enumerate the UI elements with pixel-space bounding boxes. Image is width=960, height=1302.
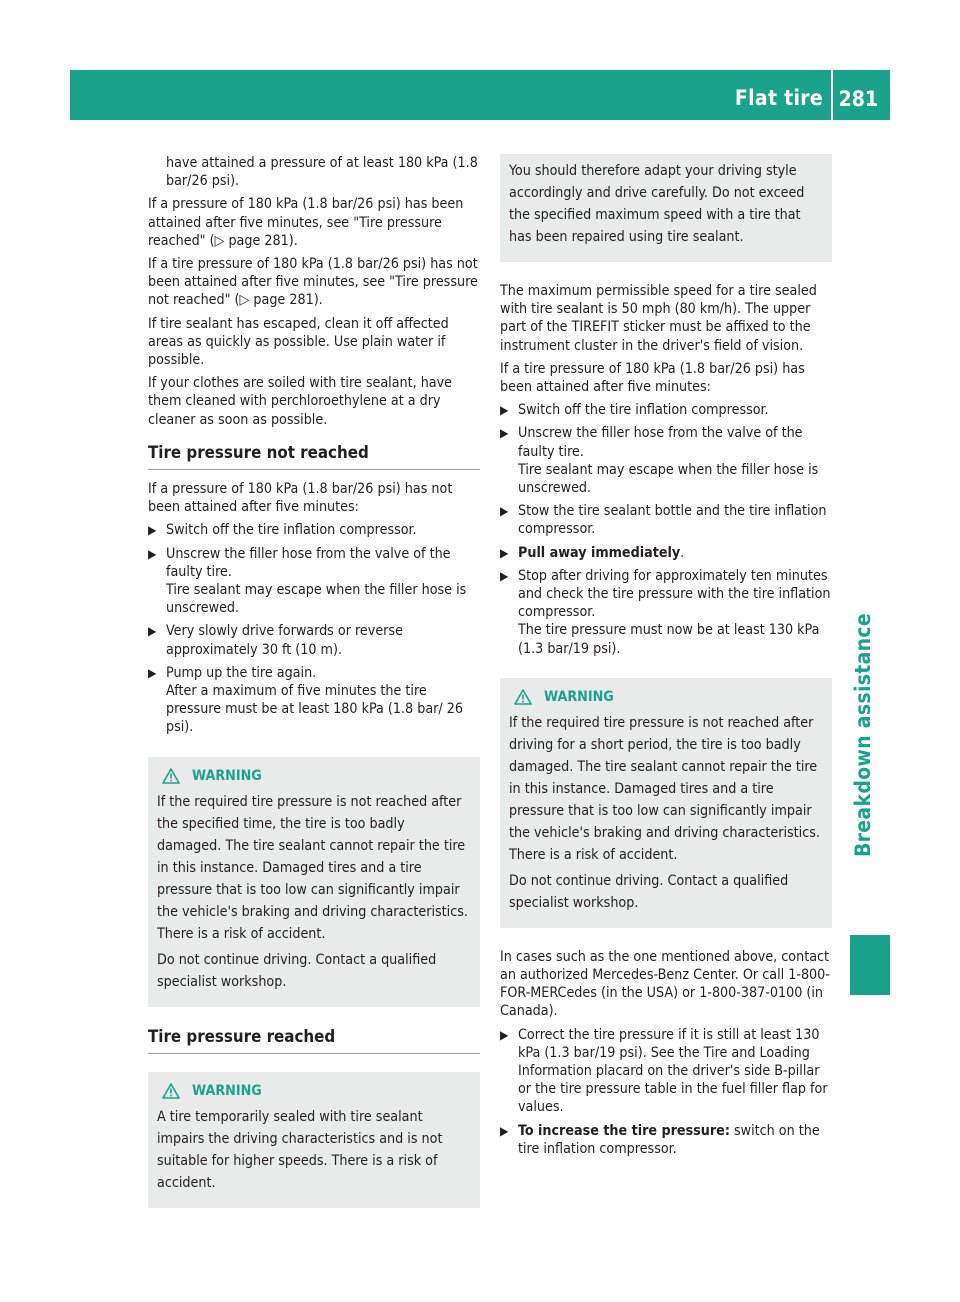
step-arrow-icon: ▶ <box>148 624 157 639</box>
warning-box <box>500 678 832 928</box>
warning-box <box>148 1072 480 1208</box>
step-item: ▶ Very slowly drive forwards or reverse approximately 30 ft (10 m). <box>148 623 403 658</box>
step-arrow-icon: ▶ <box>500 504 509 519</box>
step-item: ▶ Unscrew the filler hose from the valve of the faulty tire. Tire sealant may escape when the filler hose is unscrewed. <box>148 545 467 617</box>
warning-text: A tire temporarily sealed with tire sealant impairs the driving characteristics and is not suitable for higher speeds. There is a risk of accident. <box>157 1108 443 1191</box>
step-arrow-icon: ▶ <box>500 568 509 583</box>
step-item: ▶ Unscrew the filler hose from the valve of the faulty tire. Tire sealant may escape when the filler hose is unscrewed. <box>500 425 819 497</box>
step-item: ▶ Switch off the tire inflation compressor. <box>148 522 417 539</box>
paragraph: If tire sealant has escaped, clean it off affected areas as quickly as possible. Use plain water if possible. <box>148 315 449 369</box>
intro-continuation: have attained a pressure of at least 180 kPa (1.8 bar/26 psi). <box>166 155 478 190</box>
warning-text: Do not continue driving. Contact a qualified specialist workshop. <box>157 951 437 990</box>
section-title: Flat tire <box>734 86 823 110</box>
warning-text: If the required tire pressure is not reached after driving for a short period, the tire is too badly damaged. The tire sealant cannot repair the tire in this instance. Damaged tires and a tire pressure that is too low can significantly impair the vehicle's braking and driving characteristics. There is a risk of accident. <box>509 714 820 863</box>
warning-box <box>148 757 480 1007</box>
warning-text: If the required tire pressure is not reached after the specified time, the tire is too badly damaged. The tire sealant cannot repair the tire in this instance. Damaged tires and a tire pressure that is too low can significantly impair the vehicle's braking and driving characteristics. There is a risk of accident. <box>157 793 468 942</box>
warning-label: WARNING <box>544 688 614 705</box>
heading-tire-pressure-reached: Tire pressure reached <box>148 1027 480 1054</box>
step-item: ▶ Stow the tire sealant bottle and the tire inflation compressor. <box>500 503 827 538</box>
warning-triangle-icon <box>162 1083 180 1099</box>
step-arrow-icon: ▶ <box>500 545 509 560</box>
chapter-label: Breakdown assistance <box>851 612 875 858</box>
step-item: ▶ To increase the tire pressure: switch on the tire inflation compressor. <box>500 1122 820 1157</box>
step-arrow-icon: ▶ <box>500 1027 509 1042</box>
step-item: ▶ Pull away immediately. <box>500 544 685 561</box>
paragraph: If a tire pressure of 180 kPa (1.8 bar/26 psi) has been attained after five minutes: <box>500 360 805 396</box>
paragraph: If a tire pressure of 180 kPa (1.8 bar/26 psi) has not been attained after five minutes, see "Tire pressure not reached" (▷ page 281). <box>148 256 478 309</box>
paragraph: If your clothes are soiled with tire sealant, have them cleaned with perchloroethylene at a dry cleaner as soon as possible. <box>148 375 453 428</box>
paragraph: If a pressure of 180 kPa (1.8 bar/26 psi) has been attained after five minutes, see "Tire pressure reached" (▷ page 281). <box>148 196 464 249</box>
warning-triangle-icon <box>514 689 532 705</box>
warning-box-continuation <box>500 154 832 262</box>
warning-label: WARNING <box>192 767 262 784</box>
paragraph: The maximum permissible speed for a tire sealed with tire sealant is 50 mph (80 km/h). The upper part of the TIREFIT sticker must be affixed to the instrument cluster in the driver's field of vision. <box>500 283 817 354</box>
header-separator <box>831 70 833 120</box>
step-arrow-icon: ▶ <box>148 546 157 561</box>
step-item: ▶ Switch off the tire inflation compressor. <box>500 402 769 419</box>
warning-header <box>509 686 823 708</box>
left-column <box>148 154 480 1228</box>
right-column <box>500 154 832 1163</box>
paragraph: If a pressure of 180 kPa (1.8 bar/26 psi) has not been attained after five minutes: <box>148 481 453 516</box>
step-arrow-icon: ▶ <box>500 1123 509 1138</box>
step-item: ▶ Correct the tire pressure if it is still at least 130 kPa (1.3 bar/19 psi). See the Tire and Loading Information placard on the driver's side B-pillar or the tire pressure table in the fuel filler flap for values. <box>500 1026 828 1116</box>
chapter-tab-marker <box>850 935 890 995</box>
step-item: ▶ Pump up the tire again. After a maximum of five minutes the tire pressure must be at least 180 kPa (1.8 bar/ 26 psi). <box>148 664 463 736</box>
warning-label: WARNING <box>192 1082 262 1099</box>
paragraph: In cases such as the one mentioned above, contact an authorized Mercedes-Benz Center. Or call 1-800-FOR-MERCedes (in the USA) or 1-800-387-0100 (in Canada). <box>500 948 830 1020</box>
step-arrow-icon: ▶ <box>148 523 157 538</box>
step-arrow-icon: ▶ <box>500 426 509 441</box>
warning-header <box>157 1080 471 1102</box>
page-number: 281 <box>838 87 878 111</box>
step-arrow-icon: ▶ <box>148 665 157 680</box>
warning-text: Do not continue driving. Contact a qualified specialist workshop. <box>509 872 789 911</box>
step-arrow-icon: ▶ <box>500 403 509 418</box>
warning-triangle-icon <box>162 768 180 784</box>
step-item: ▶ Stop after driving for approximately ten minutes and check the tire pressure with the tire inflation compressor. The tire pressure must now be at least 130 kPa (1.3 bar/19 psi). <box>500 567 831 657</box>
heading-tire-pressure-not-reached: Tire pressure not reached <box>148 443 480 470</box>
chapter-tab <box>843 560 883 910</box>
warning-header <box>157 765 471 787</box>
warning-text: You should therefore adapt your driving style accordingly and drive carefully. Do not exceed the specified maximum speed with a tire that has been repaired using tire sealant. <box>509 163 805 245</box>
